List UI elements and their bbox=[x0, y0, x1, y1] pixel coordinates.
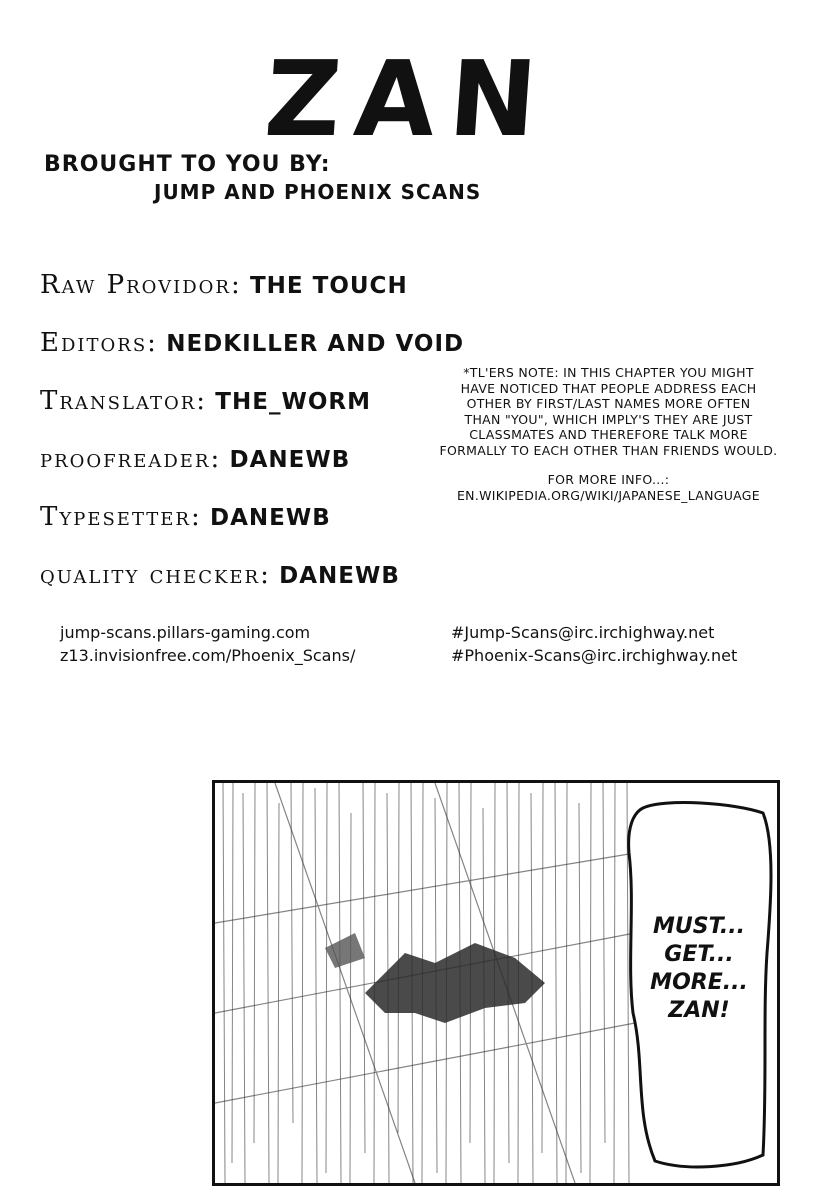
credit-label: Translator: bbox=[40, 386, 208, 416]
credit-value: NEDKILLER AND VOID bbox=[166, 331, 465, 357]
credit-value: DANEWB bbox=[279, 563, 400, 589]
note-line: THAN "YOU", WHICH IMPLY'S THEY ARE JUST bbox=[464, 411, 753, 427]
credit-value: DANEWB bbox=[229, 447, 351, 473]
speech-line: MUST... bbox=[653, 914, 745, 939]
credit-typesetter bbox=[40, 502, 331, 532]
irc-channel: #Phoenix-Scans@irc.irchighway.net bbox=[451, 646, 738, 665]
brought-by-heading: BROUGHT TO YOU BY: bbox=[44, 152, 331, 177]
credit-editors bbox=[40, 328, 464, 358]
irc-channel: #Jump-Scans@irc.irchighway.net bbox=[451, 623, 715, 642]
credit-value: THE_WORM bbox=[215, 389, 371, 415]
speech-line: ZAN! bbox=[668, 998, 730, 1023]
credit-label: quality checker: bbox=[40, 560, 271, 590]
speech-line: MORE... bbox=[650, 970, 748, 995]
note-url: EN.WIKIPEDIA.ORG/WIKI/JAPANESE_LANGUAGE bbox=[456, 487, 760, 503]
note-more-info: FOR MORE INFO...: bbox=[547, 472, 670, 487]
credit-translator bbox=[40, 386, 371, 416]
page-title: ZAN bbox=[261, 38, 555, 160]
credit-label: Editors: bbox=[40, 328, 158, 358]
website-links bbox=[60, 621, 355, 667]
website-link[interactable]: z13.invisionfree.com/Phoenix_Scans/ bbox=[60, 646, 356, 665]
manga-panel bbox=[212, 780, 780, 1186]
dropped-book bbox=[325, 933, 365, 968]
irc-links bbox=[451, 621, 737, 667]
credit-label: proofreader: bbox=[40, 444, 222, 474]
speech-line: GET... bbox=[664, 942, 734, 967]
note-line: *TL'ERS NOTE: IN THIS CHAPTER YOU MIGHT bbox=[463, 365, 754, 380]
credit-label: Typesetter: bbox=[40, 502, 202, 532]
note-line: CLASSMATES AND THEREFORE TALK MORE bbox=[469, 427, 748, 442]
website-link[interactable]: jump-scans.pillars-gaming.com bbox=[60, 623, 311, 642]
credit-value: DANEWB bbox=[210, 505, 331, 531]
credit-value: THE TOUCH bbox=[249, 273, 408, 299]
translator-note bbox=[426, 365, 791, 503]
credit-label: Raw Providor: bbox=[40, 270, 242, 300]
brought-by-groups: JUMP AND PHOENIX SCANS bbox=[154, 180, 482, 204]
speech-text bbox=[635, 913, 763, 1025]
note-line: OTHER BY FIRST/LAST NAMES MORE OFTEN bbox=[466, 396, 751, 411]
credit-raw-provider bbox=[40, 270, 408, 300]
credit-quality-checker bbox=[40, 560, 400, 590]
credit-proofreader bbox=[40, 444, 350, 474]
note-line: HAVE NOTICED THAT PEOPLE ADDRESS EACH bbox=[460, 380, 757, 396]
note-line: FORMALLY TO EACH OTHER THAN FRIENDS WOULD. bbox=[439, 442, 778, 458]
